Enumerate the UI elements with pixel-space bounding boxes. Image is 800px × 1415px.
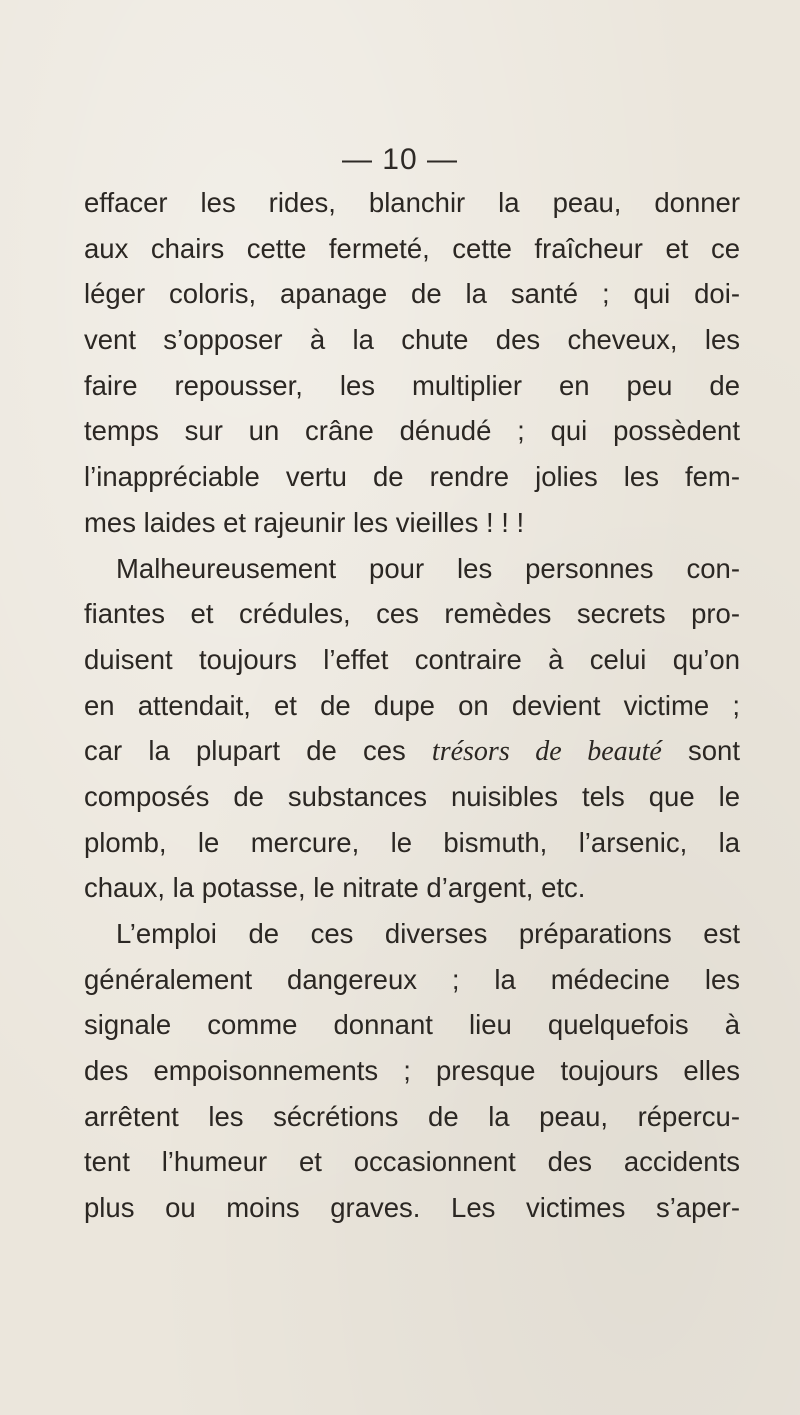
text-line: effacer les rides, blanchir la peau, donner [84,187,740,218]
text-line: signale comme donnant lieu quelquefois à [84,1009,740,1041]
text-segment: sont [661,735,740,767]
text-line: faire repousser, les multiplier en peu de [84,369,740,401]
text-line: composés de substances nuisibles tels que le [84,780,740,812]
text-line: plomb, le mercure, le bismuth, l’arsenic, la [84,826,740,858]
text-segment: car la plupart de ces [84,735,432,767]
text-line: mes laides et rajeunir les vieilles ! ! ! [84,506,525,538]
text-line: vent s’opposer à la chute des cheveux, les [84,324,740,356]
text-line: en attendait, et de dupe on devient victime ; [84,689,740,721]
text-line: généralement dangereux ; la médecine les [84,963,740,995]
page-number: — 10 — [341,143,459,176]
paragraph-start-line: L’emploi de ces diverses préparations est [116,918,740,949]
text-line: chaux, la potasse, le nitrate d’argent, etc. [84,872,586,904]
italic-phrase: trésors de beauté [431,736,662,768]
text-line: temps sur un crâne dénudé ; qui possèdent [84,415,740,447]
text-line: tent l’humeur et occasionnent des accidents [84,1146,740,1178]
text-line: plus ou moins graves. Les victimes s’aper- [84,1192,740,1224]
text-line: l’inappréciable vertu de rendre jolies les fem- [84,461,740,493]
body-text [84,180,740,1231]
text-line: des empoisonnements ; presque toujours elles [84,1055,740,1087]
paragraph-start-line: Malheureusement pour les personnes con- [116,552,740,584]
text-line-with-italic [84,728,740,774]
text-line: duisent toujours l’effet contraire à celui qu’on [84,643,740,675]
text-line: arrêtent les sécrétions de la peau, répercu- [84,1100,740,1132]
text-line: léger coloris, apanage de la santé ; qui doi- [84,278,740,310]
text-line: aux chairs cette fermeté, cette fraîcheur et ce [84,232,740,264]
text-line: fiantes et crédules, ces remèdes secrets pro- [84,598,740,630]
